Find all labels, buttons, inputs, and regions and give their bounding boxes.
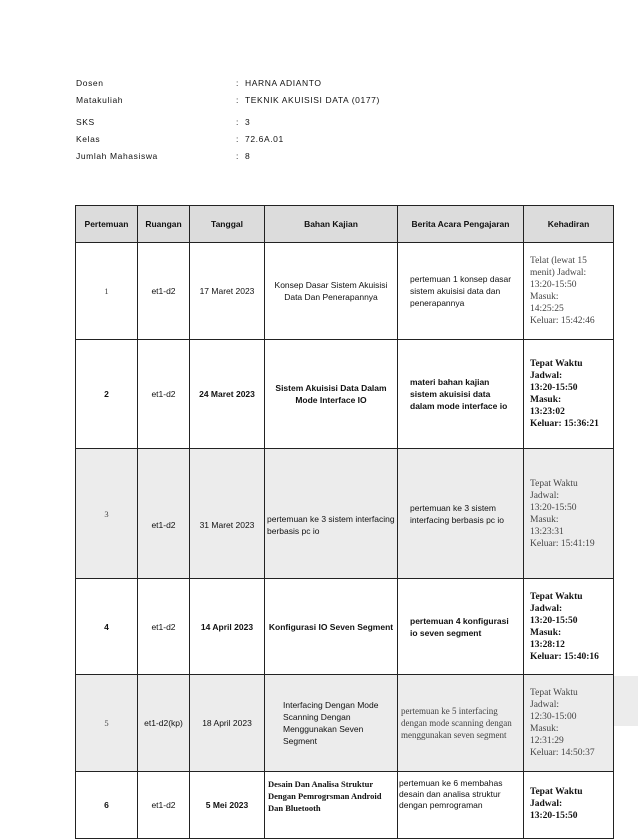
cell-berita-acara: pertemuan ke 3 sistem interfacing berbasis pc io: [398, 449, 524, 579]
separator: :: [236, 95, 239, 105]
cell-kehadiran: [524, 340, 614, 449]
kehadiran-line: 12:30-15:00: [530, 712, 577, 722]
side-panel-edge: [614, 676, 638, 726]
table-header-row: [76, 206, 614, 243]
cell-berita-acara: materi bahan kajian sistem akuisisi data dalam mode interface io: [398, 340, 524, 449]
kehadiran-line: Masuk:: [530, 724, 559, 734]
cell-berita-acara: pertemuan ke 6 membahas desain dan analisa struktur dengan pemrograman: [398, 772, 524, 839]
cell-ruangan: et1-d2(kp): [138, 675, 190, 772]
cell-bahan-kajian: pertemuan ke 3 sistem interfacing berbasis pc io: [265, 449, 398, 579]
kehadiran-line: Tepat Waktu: [530, 688, 578, 698]
kelas-value: 72.6A.01: [245, 134, 284, 144]
cell-ruangan: et1-d2: [138, 579, 190, 675]
kehadiran-line: Keluar: 15:40:16: [530, 651, 599, 662]
cell-ruangan: et1-d2: [138, 772, 190, 839]
dosen-label: Dosen: [76, 78, 104, 88]
kehadiran-line: 13:28:12: [530, 639, 565, 650]
sks-label: SKS: [76, 117, 95, 127]
table-row: [76, 675, 614, 772]
cell-tanggal: 24 Maret 2023: [190, 340, 265, 449]
kehadiran-line: Keluar: 15:42:46: [530, 316, 595, 326]
kehadiran-line: Tepat Waktu: [530, 359, 583, 369]
cell-pertemuan: 4: [76, 579, 138, 675]
separator: :: [236, 151, 239, 161]
table-row: [76, 579, 614, 675]
cell-tanggal: 17 Maret 2023: [190, 243, 265, 340]
kehadiran-line: 13:20-15:50: [530, 383, 578, 393]
cell-pertemuan: 6: [76, 772, 138, 839]
header-pertemuan: Pertemuan: [76, 206, 138, 243]
kehadiran-line: Jadwal:: [530, 371, 563, 381]
kehadiran-line: Jadwal:: [530, 490, 560, 501]
sks-value: 3: [245, 117, 251, 127]
dosen-value: HARNA ADIANTO: [245, 78, 322, 88]
kehadiran-line: Tepat Waktu: [530, 478, 578, 489]
cell-berita-acara: pertemuan 1 konsep dasar sistem akuisisi data dan penerapannya: [398, 243, 524, 340]
kehadiran-line: Tepat Waktu: [530, 591, 583, 602]
header-kehadiran: Kehadiran: [524, 206, 614, 243]
header-berita-acara: Berita Acara Pengajaran: [398, 206, 524, 243]
separator: :: [236, 134, 239, 144]
kehadiran-line: Telat (lewat 15 menit) Jadwal:: [530, 256, 587, 278]
kehadiran-line: Jadwal:: [530, 603, 563, 614]
matakuliah-value: TEKNIK AKUISISI DATA (0177): [245, 95, 380, 105]
kehadiran-line: Keluar: 14:50:37: [530, 748, 595, 758]
table-row: [76, 340, 614, 449]
cell-bahan-kajian: Desain Dan Analisa Struktur Dengan Pemrogrsman Android Dan Bluetooth: [265, 772, 398, 839]
cell-berita-acara: pertemuan 4 konfigurasi io seven segment: [398, 579, 524, 675]
kehadiran-line: 13:20-15:50: [530, 280, 577, 290]
kehadiran-line: 13:20-15:50: [530, 811, 578, 821]
cell-kehadiran: [524, 579, 614, 675]
cell-pertemuan: 3: [76, 449, 138, 579]
kehadiran-line: Masuk:: [530, 627, 562, 638]
matakuliah-label: Matakuliah: [76, 95, 124, 105]
kehadiran-line: 14:25:25: [530, 304, 564, 314]
separator: :: [236, 117, 239, 127]
kehadiran-line: Keluar: 15:41:19: [530, 538, 595, 549]
kehadiran-line: 13:23:31: [530, 526, 564, 537]
kehadiran-line: 13:20-15:50: [530, 502, 577, 513]
cell-pertemuan: 2: [76, 340, 138, 449]
cell-bahan-kajian: Konfigurasi IO Seven Segment: [265, 579, 398, 675]
cell-pertemuan: 1: [76, 243, 138, 340]
separator: :: [236, 78, 239, 88]
attendance-table: [75, 205, 614, 839]
cell-tanggal: 14 April 2023: [190, 579, 265, 675]
cell-kehadiran: [524, 243, 614, 340]
cell-pertemuan: 5: [76, 675, 138, 772]
kehadiran-line: 13:23:02: [530, 407, 565, 417]
cell-ruangan: et1-d2: [138, 340, 190, 449]
jumlah-label: Jumlah Mahasiswa: [76, 151, 158, 161]
jumlah-value: 8: [245, 151, 251, 161]
cell-ruangan: et1-d2: [138, 449, 190, 579]
kehadiran-line: Masuk:: [530, 514, 559, 525]
cell-kehadiran: [524, 675, 614, 772]
table-row: [76, 449, 614, 579]
cell-bahan-kajian: Konsep Dasar Sistem Akuisisi Data Dan Penerapannya: [265, 243, 398, 340]
cell-tanggal: 31 Maret 2023: [190, 449, 265, 579]
cell-kehadiran: [524, 449, 614, 579]
table-row: [76, 772, 614, 839]
cell-ruangan: et1-d2: [138, 243, 190, 340]
kehadiran-line: Jadwal:: [530, 700, 560, 710]
header-tanggal: Tanggal: [190, 206, 265, 243]
kehadiran-line: Keluar: 15:36:21: [530, 419, 599, 429]
kehadiran-line: 13:20-15:50: [530, 615, 578, 626]
cell-kehadiran: [524, 772, 614, 839]
header-ruangan: Ruangan: [138, 206, 190, 243]
kehadiran-line: Masuk:: [530, 292, 559, 302]
cell-berita-acara: pertemuan ke 5 interfacing dengan mode scanning dengan menggunakan seven segment: [398, 675, 524, 772]
cell-tanggal: 5 Mei 2023: [190, 772, 265, 839]
cell-bahan-kajian: Interfacing Dengan Mode Scanning Dengan Menggunakan Seven Segment: [265, 675, 398, 772]
cell-bahan-kajian: Sistem Akuisisi Data Dalam Mode Interface IO: [265, 340, 398, 449]
kehadiran-line: 12:31:29: [530, 736, 564, 746]
table-row: [76, 243, 614, 340]
header-bahan-kajian: Bahan Kajian: [265, 206, 398, 243]
kelas-label: Kelas: [76, 134, 101, 144]
cell-tanggal: 18 April 2023: [190, 675, 265, 772]
kehadiran-line: Tepat Waktu: [530, 787, 583, 797]
kehadiran-line: Masuk:: [530, 395, 562, 405]
kehadiran-line: Jadwal:: [530, 799, 563, 809]
